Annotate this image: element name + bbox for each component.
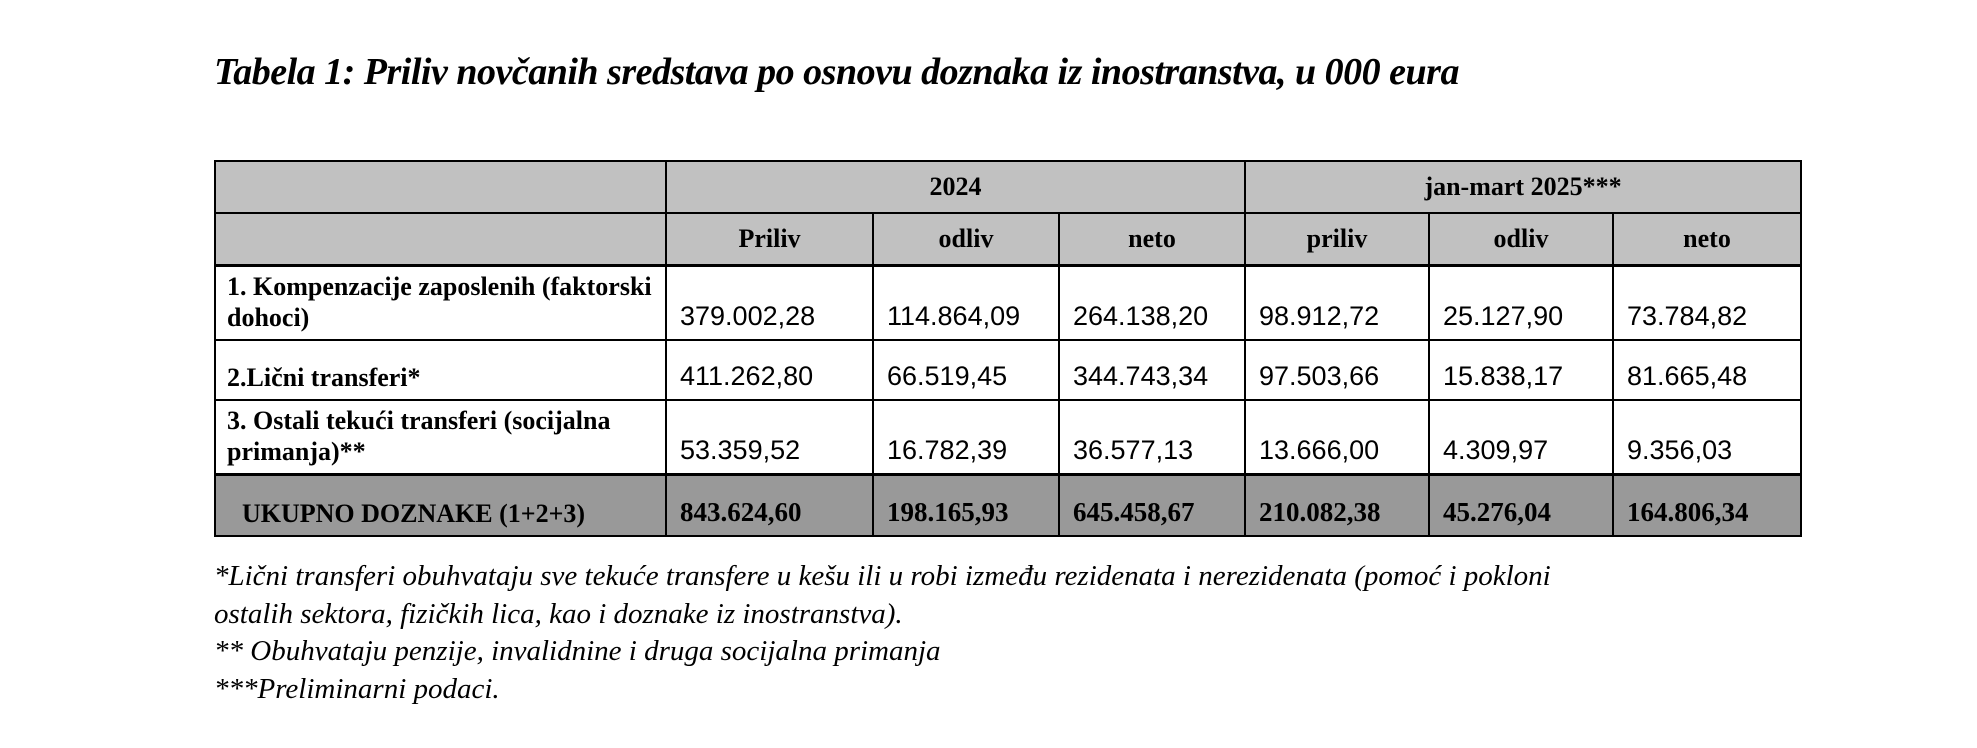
col-header-neto-2024: neto <box>1059 213 1245 265</box>
col-header-priliv-2025: priliv <box>1245 213 1429 265</box>
cell-value: 16.782,39 <box>873 400 1059 475</box>
col-header-priliv-2024: Priliv <box>666 213 873 265</box>
total-cell-value: 164.806,34 <box>1613 474 1801 536</box>
row-label: 1. Kompenzacije zaposlenih (faktorski dohoci) <box>215 265 666 340</box>
col-header-odliv-2024: odliv <box>873 213 1059 265</box>
corner-cell-2 <box>215 213 666 265</box>
cell-value: 4.309,97 <box>1429 400 1613 475</box>
cell-value: 264.138,20 <box>1059 265 1245 340</box>
footnote-preliminarni-podaci: ***Preliminarni podaci. <box>214 672 500 705</box>
col-header-odliv-2025: odliv <box>1429 213 1613 265</box>
table-row-licni-transferi <box>215 340 1801 400</box>
cell-value: 73.784,82 <box>1613 265 1801 340</box>
header-sub-row <box>215 213 1801 265</box>
cell-value: 53.359,52 <box>666 400 873 475</box>
corner-cell <box>215 161 666 213</box>
footnote-licni-transferi-line1: *Lični transferi obuhvataju sve tekuće transfere u kešu ili u robi između rezidenata i nerezidenata (pomoć i pokloni <box>214 560 1551 592</box>
footnotes <box>214 558 1714 708</box>
table-row-ostali-transferi <box>215 400 1801 475</box>
col-group-2024: 2024 <box>666 161 1245 213</box>
cell-value: 411.262,80 <box>666 340 873 400</box>
col-group-2025: jan-mart 2025*** <box>1245 161 1801 213</box>
table-row-total <box>215 474 1801 536</box>
row-label: 3. Ostali tekući transferi (socijalna primanja)** <box>215 400 666 475</box>
cell-value: 98.912,72 <box>1245 265 1429 340</box>
cell-value: 15.838,17 <box>1429 340 1613 400</box>
cell-value: 344.743,34 <box>1059 340 1245 400</box>
total-cell-value: 45.276,04 <box>1429 474 1613 536</box>
cell-value: 81.665,48 <box>1613 340 1801 400</box>
table-row-kompenzacije <box>215 265 1801 340</box>
total-cell-value: 198.165,93 <box>873 474 1059 536</box>
row-label: 2.Lični transferi* <box>215 340 666 400</box>
cell-value: 97.503,66 <box>1245 340 1429 400</box>
cell-value: 9.356,03 <box>1613 400 1801 475</box>
cell-value: 379.002,28 <box>666 265 873 340</box>
cell-value: 114.864,09 <box>873 265 1059 340</box>
col-header-neto-2025: neto <box>1613 213 1801 265</box>
footnote-licni-transferi-line2: ostalih sektora, fizičkih lica, kao i doznake iz inostranstva). <box>214 597 903 630</box>
cell-value: 13.666,00 <box>1245 400 1429 475</box>
table-title: Tabela 1: Priliv novčanih sredstava po osnovu doznaka iz inostranstva, u 000 eura <box>214 51 1459 93</box>
cell-value: 36.577,13 <box>1059 400 1245 475</box>
header-group-row <box>215 161 1801 213</box>
total-cell-value: 645.458,67 <box>1059 474 1245 536</box>
total-row-label: UKUPNO DOZNAKE (1+2+3) <box>215 474 666 536</box>
cell-value: 66.519,45 <box>873 340 1059 400</box>
total-cell-value: 210.082,38 <box>1245 474 1429 536</box>
cell-value: 25.127,90 <box>1429 265 1613 340</box>
remittances-table <box>214 160 1802 537</box>
total-cell-value: 843.624,60 <box>666 474 873 536</box>
footnote-socijalna-primanja: ** Obuhvataju penzije, invalidnine i druga socijalna primanja <box>214 635 941 667</box>
